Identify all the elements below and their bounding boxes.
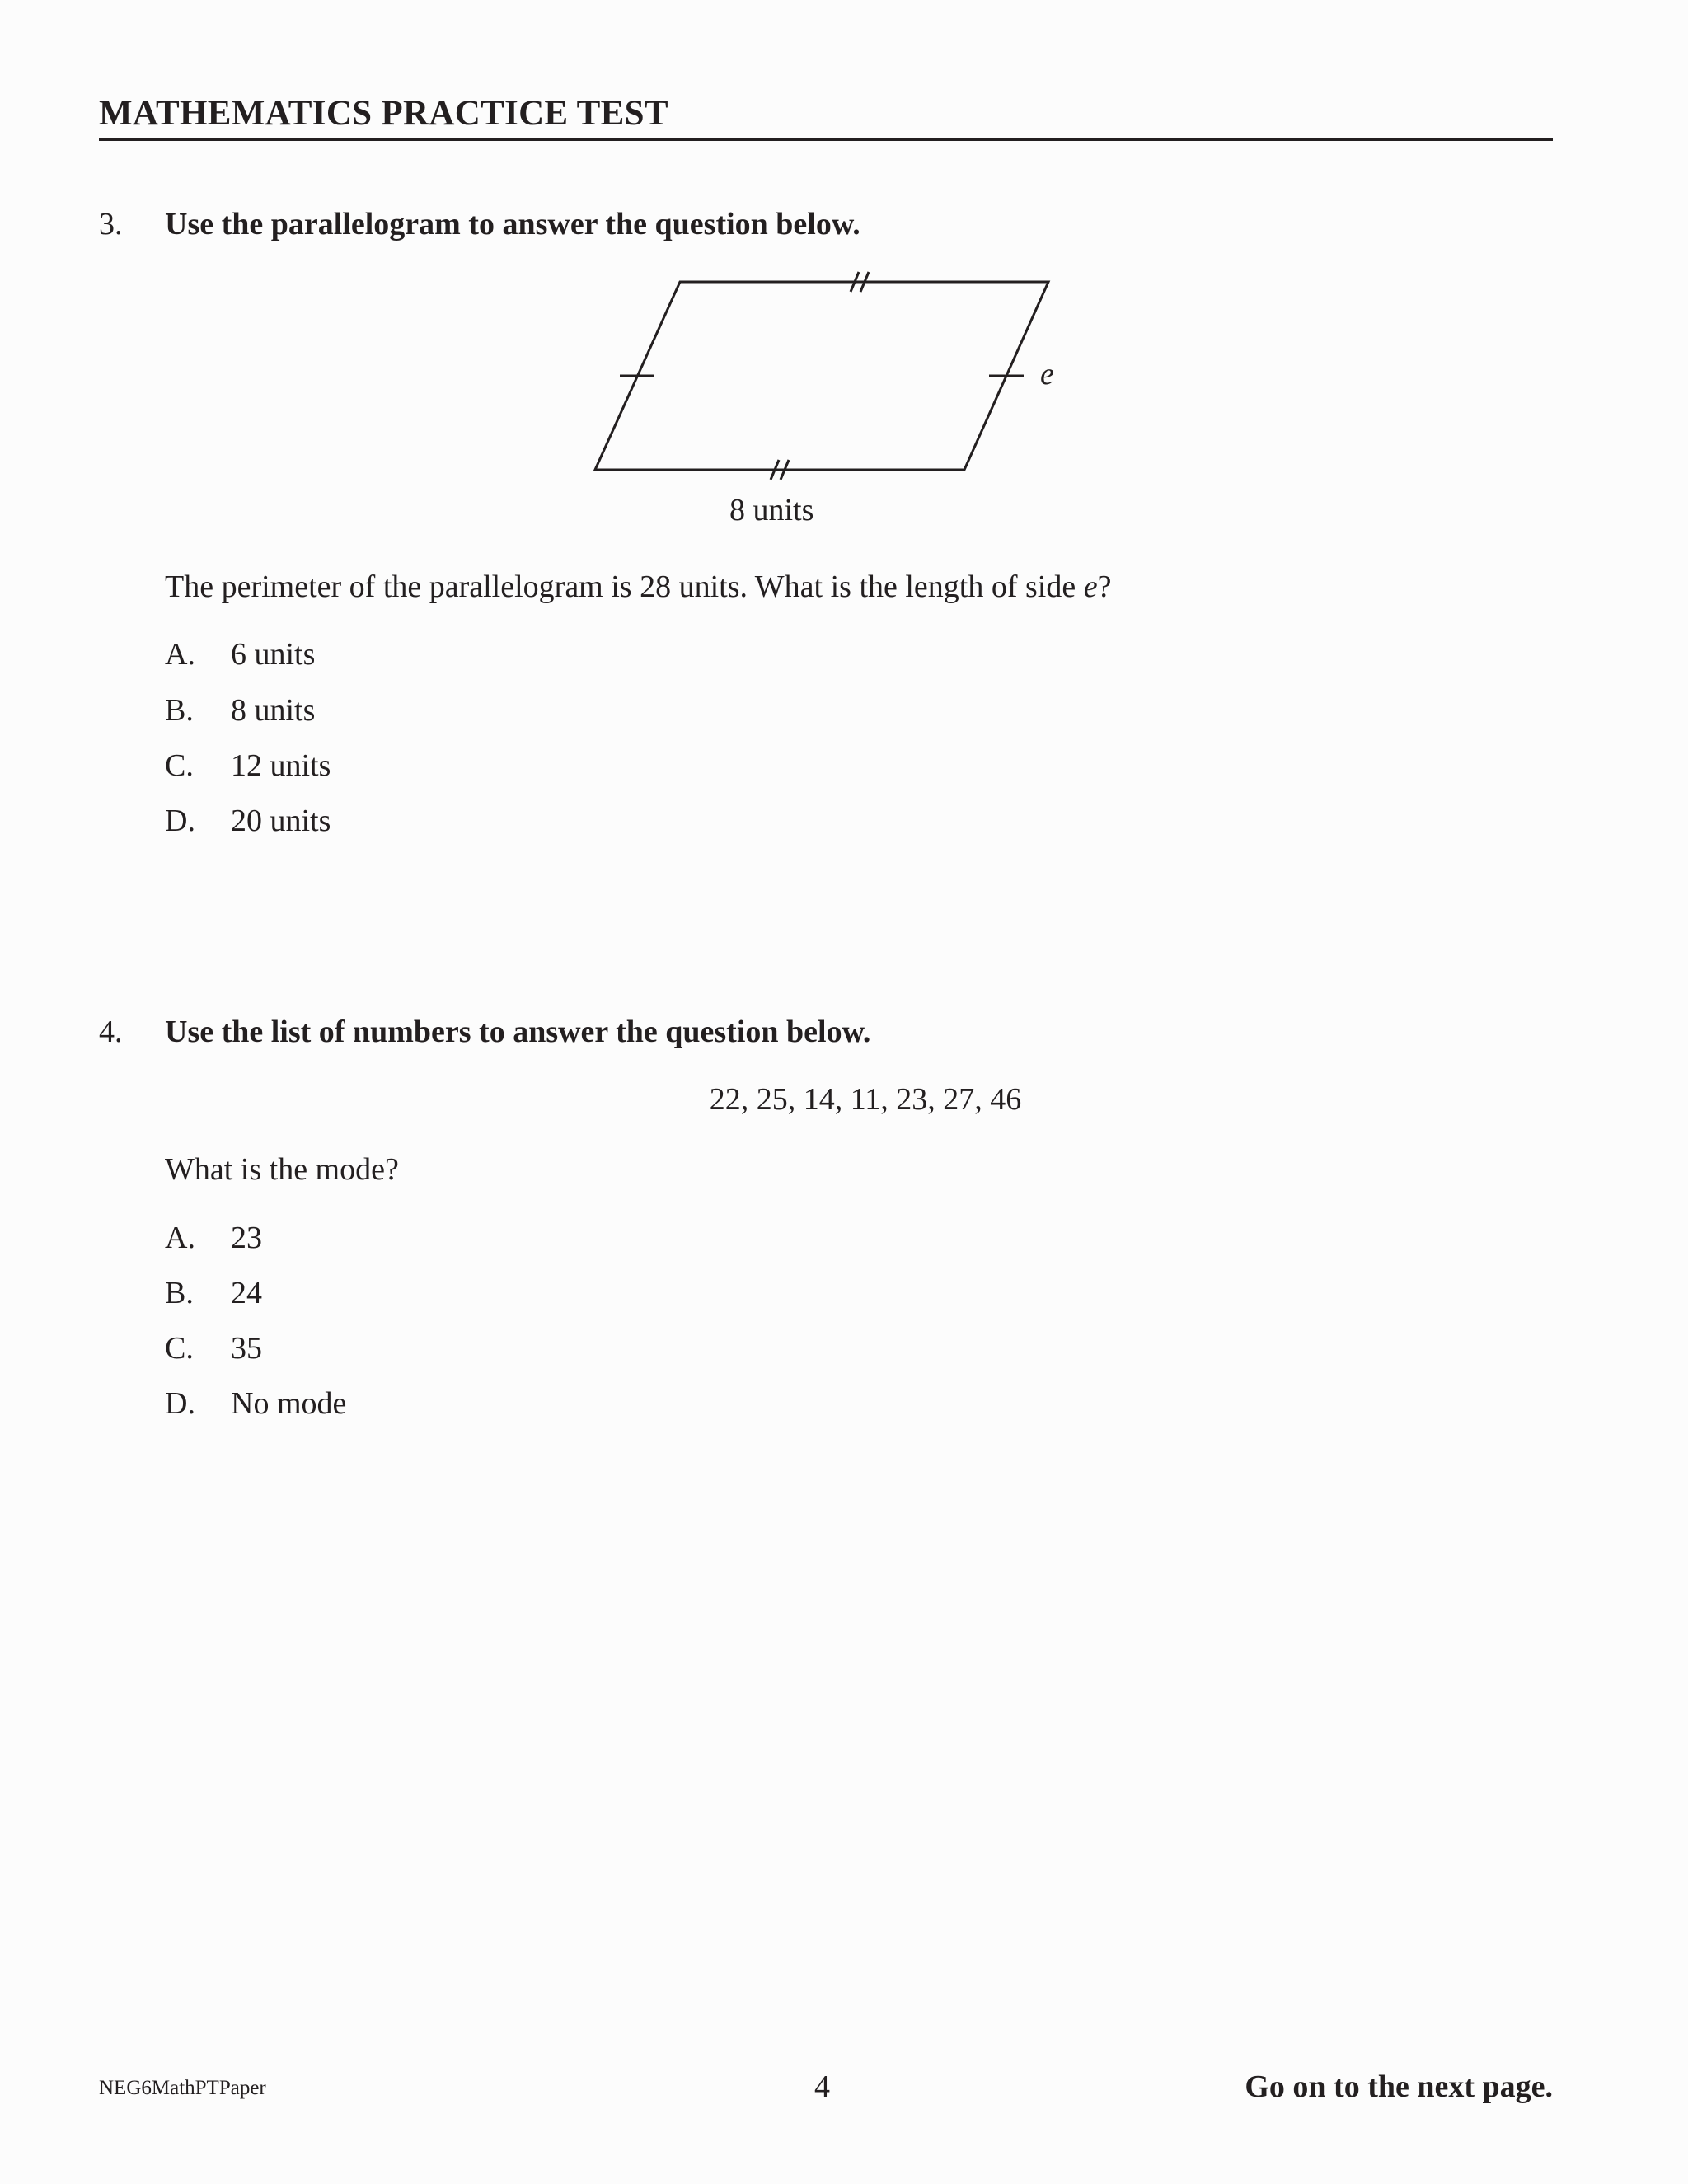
- question-4-text: What is the mode?: [165, 1152, 399, 1187]
- question-3-text: The perimeter of the parallelogram is 28 units. What is the length of side e?: [165, 569, 1112, 604]
- question-3-number: 3.: [99, 207, 123, 241]
- parallelogram-figure: [577, 264, 1104, 536]
- question-4-number: 4.: [99, 1015, 123, 1049]
- next-page-note: Go on to the next page.: [1245, 2069, 1553, 2104]
- question-3-choice-b[interactable]: B. 8 units: [165, 693, 316, 728]
- question-4-choice-c[interactable]: C. 35: [165, 1331, 262, 1366]
- page-number: 4: [814, 2069, 830, 2104]
- page-header: [99, 91, 1553, 141]
- footer-code: NEG6MathPTPaper: [99, 2077, 266, 2099]
- base-length-label: 8 units: [729, 493, 814, 527]
- question-3-choice-c[interactable]: C. 12 units: [165, 748, 331, 783]
- number-list: 22, 25, 14, 11, 23, 27, 46: [709, 1082, 1022, 1117]
- question-3-choice-d[interactable]: D. 20 units: [165, 804, 331, 838]
- parallelogram-shape: [595, 282, 1048, 470]
- side-e-label: e: [1040, 357, 1054, 391]
- variable-e: e: [1083, 569, 1098, 604]
- page-title: MATHEMATICS PRACTICE TEST: [99, 94, 668, 133]
- question-4-choice-d[interactable]: D. No mode: [165, 1386, 347, 1421]
- question-4-prompt: Use the list of numbers to answer the question below.: [165, 1015, 871, 1049]
- question-4-choice-b[interactable]: B. 24: [165, 1276, 262, 1310]
- question-3-prompt: Use the parallelogram to answer the question below.: [165, 207, 860, 241]
- question-4-choice-a[interactable]: A. 23: [165, 1221, 262, 1255]
- question-3-choice-a[interactable]: A. 6 units: [165, 637, 316, 672]
